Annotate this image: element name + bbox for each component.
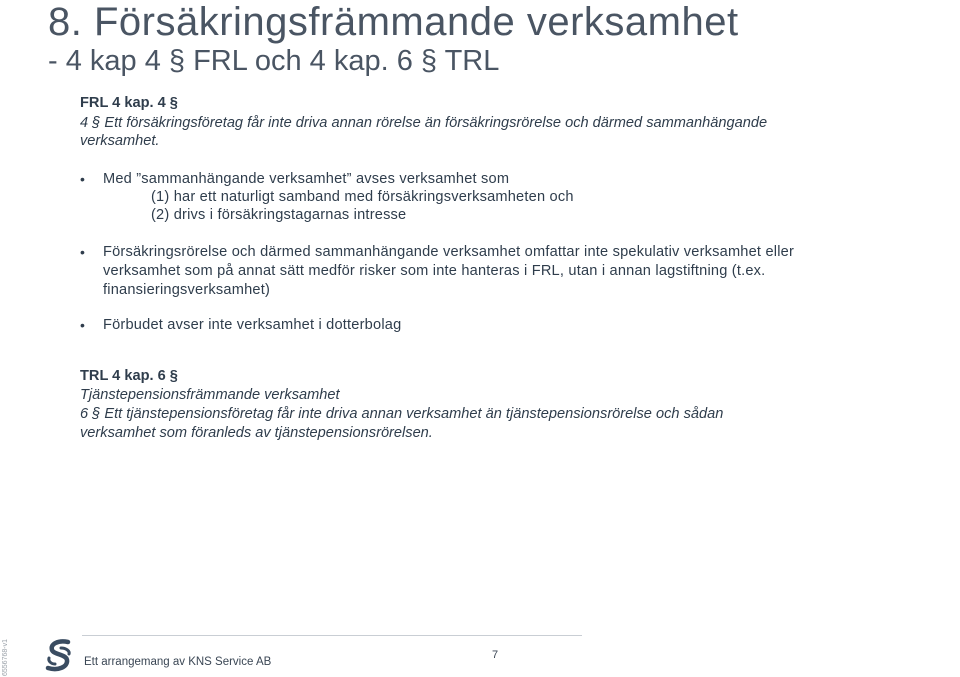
bullet-dot: •: [80, 244, 85, 260]
bullet-1-sub-1: (1) har ett naturligt samband med försäkringsverksamheten och: [151, 189, 574, 205]
bullet-2-line-2: verksamhet som på annat sätt medför risker som inte hanteras i FRL, utan i annan lagstiftning (t.ex.: [103, 263, 766, 279]
trl-subheading: Tjänstepensionsfrämmande verksamhet: [80, 387, 340, 403]
bullet-1-sub-2: (2) drivs i försäkringstagarnas intresse: [151, 207, 407, 223]
frl-text-line-1: 4 § Ett försäkringsföretag får inte driva annan rörelse än försäkringsrörelse och därmed sammanhängande: [80, 115, 768, 131]
page-subtitle: - 4 kap 4 § FRL och 4 kap. 6 § TRL: [48, 45, 500, 77]
document-id: 6556768-v1: [2, 639, 9, 676]
page-title: 8. Försäkringsfrämmande verksamhet: [48, 0, 739, 44]
kns-logo-icon: [44, 638, 74, 674]
bullet-3-line-1: Förbudet avser inte verksamhet i dotterbolag: [103, 317, 402, 333]
bullet-1-line-1: Med ”sammanhängande verksamhet” avses verksamhet som: [103, 171, 510, 187]
footer-text: Ett arrangemang av KNS Service AB: [84, 656, 272, 668]
trl-heading: TRL 4 kap. 6 §: [80, 368, 178, 384]
footer-divider: [82, 635, 582, 636]
bullet-dot: •: [80, 171, 85, 187]
trl-text-line-2: verksamhet som föranleds av tjänstepensionsrörelsen.: [80, 425, 433, 441]
bullet-2-line-3: finansieringsverksamhet): [103, 282, 271, 298]
trl-text-line-1: 6 § Ett tjänstepensionsföretag får inte driva annan verksamhet än tjänstepensionsrörelse och sådan: [80, 406, 724, 422]
bullet-2-line-1: Försäkringsrörelse och därmed sammanhängande verksamhet omfattar inte spekulativ verksamhet eller: [103, 244, 795, 260]
page-number: 7: [492, 649, 499, 661]
frl-text-line-2: verksamhet.: [80, 133, 160, 149]
frl-heading: FRL 4 kap. 4 §: [80, 95, 178, 111]
bullet-dot: •: [80, 317, 85, 333]
